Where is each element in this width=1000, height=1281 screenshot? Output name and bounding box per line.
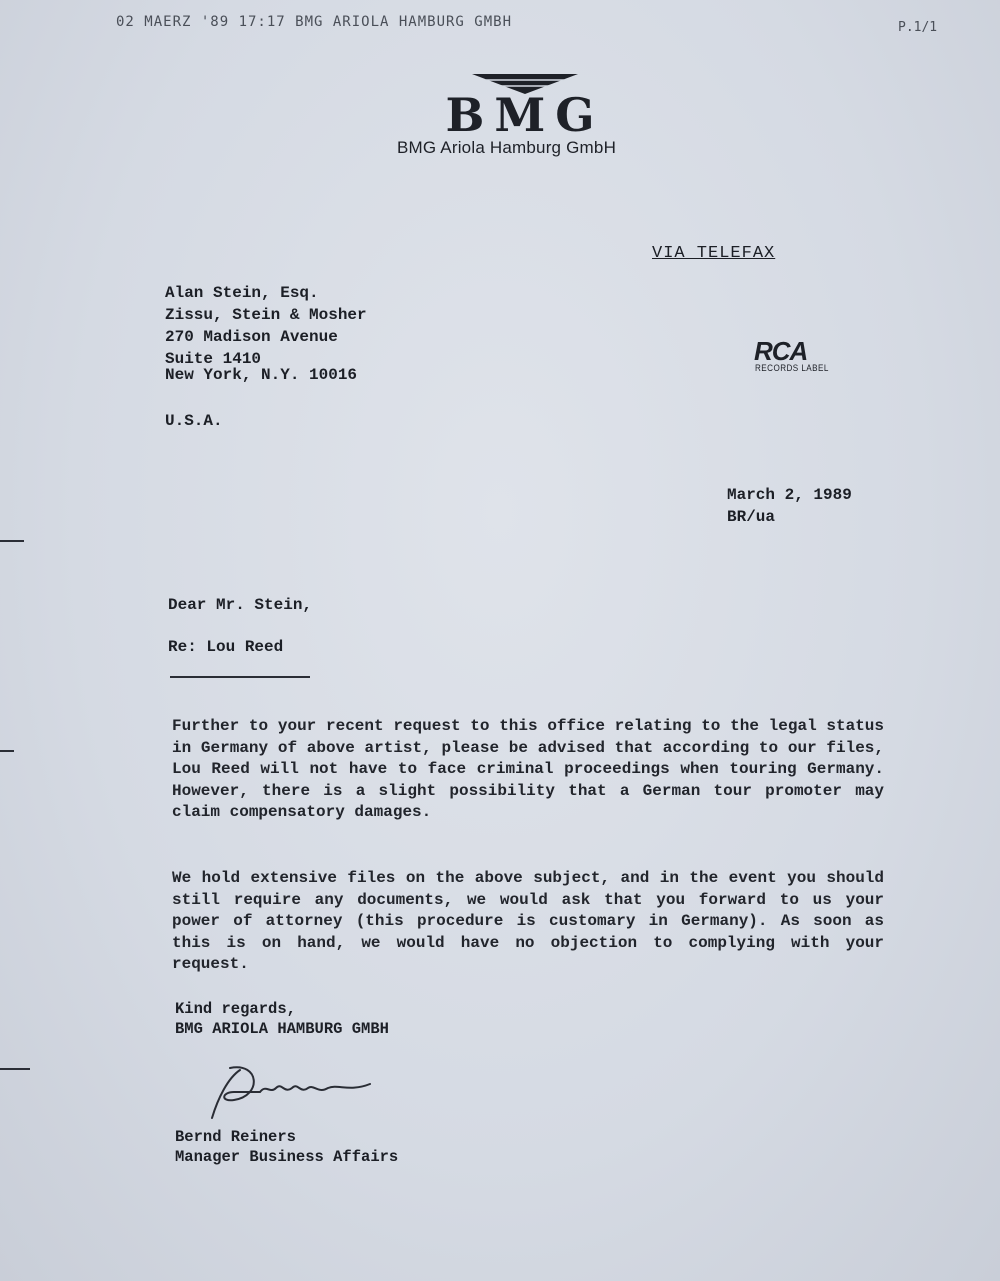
recipient-name: Alan Stein, Esq. <box>165 284 319 302</box>
closing-company: BMG ARIOLA HAMBURG GMBH <box>175 1020 389 1038</box>
subject-line: Re: Lou Reed <box>168 638 284 656</box>
recipient-address <box>165 282 367 370</box>
reference-code: BR/ua <box>727 508 776 526</box>
handwritten-signature <box>200 1058 400 1128</box>
fax-transmission-header: 02 MAERZ '89 17:17 BMG ARIOLA HAMBURG GMBH <box>116 14 513 30</box>
delivery-method: VIA TELEFAX <box>652 244 776 263</box>
letter-date: March 2, 1989 <box>727 486 852 504</box>
salutation: Dear Mr. Stein, <box>168 596 313 614</box>
recipient-country: U.S.A. <box>165 412 223 430</box>
rca-logo-subtitle: RECORDS LABEL <box>755 363 829 373</box>
closing-regards: Kind regards, <box>175 1000 296 1018</box>
recipient-firm: Zissu, Stein & Mosher <box>165 306 367 324</box>
rca-logo-text: RCA <box>754 336 808 366</box>
recipient-street: 270 Madison Avenue <box>165 328 338 346</box>
punch-margin-mark <box>0 540 24 542</box>
subject-underline <box>170 676 310 678</box>
body-paragraph-2: We hold extensive files on the above subject, and in the event you should still require any documents, we would ask that you forward to us your power of attorney (this procedure is customary in Germany). As soon as this is on hand, we would have no objection to complying with your request. <box>172 869 884 973</box>
date-reference-block <box>727 484 852 528</box>
letterhead-company: BMG Ariola Hamburg GmbH <box>397 138 617 157</box>
punch-margin-mark <box>0 750 14 752</box>
signer-name: Bernd Reiners <box>175 1128 296 1146</box>
fax-page-number: P.1/1 <box>898 20 938 35</box>
recipient-city: New York, N.Y. 10016 <box>165 366 358 384</box>
punch-margin-mark <box>0 1068 30 1070</box>
signer-title: Manager Business Affairs <box>175 1148 399 1166</box>
body-paragraph-1: Further to your recent request to this office relating to the legal status in Germany of above artist, please be advised that according to our files, Lou Reed will not have to face criminal proceedings when touring Germany. However, there is a slight possibility that a German tour promoter may claim compensatory damages. <box>172 717 884 821</box>
rca-logo <box>752 336 842 380</box>
recipient-suite: Suite 1410 <box>165 350 262 368</box>
bmg-logo-text: BMG <box>445 88 605 142</box>
